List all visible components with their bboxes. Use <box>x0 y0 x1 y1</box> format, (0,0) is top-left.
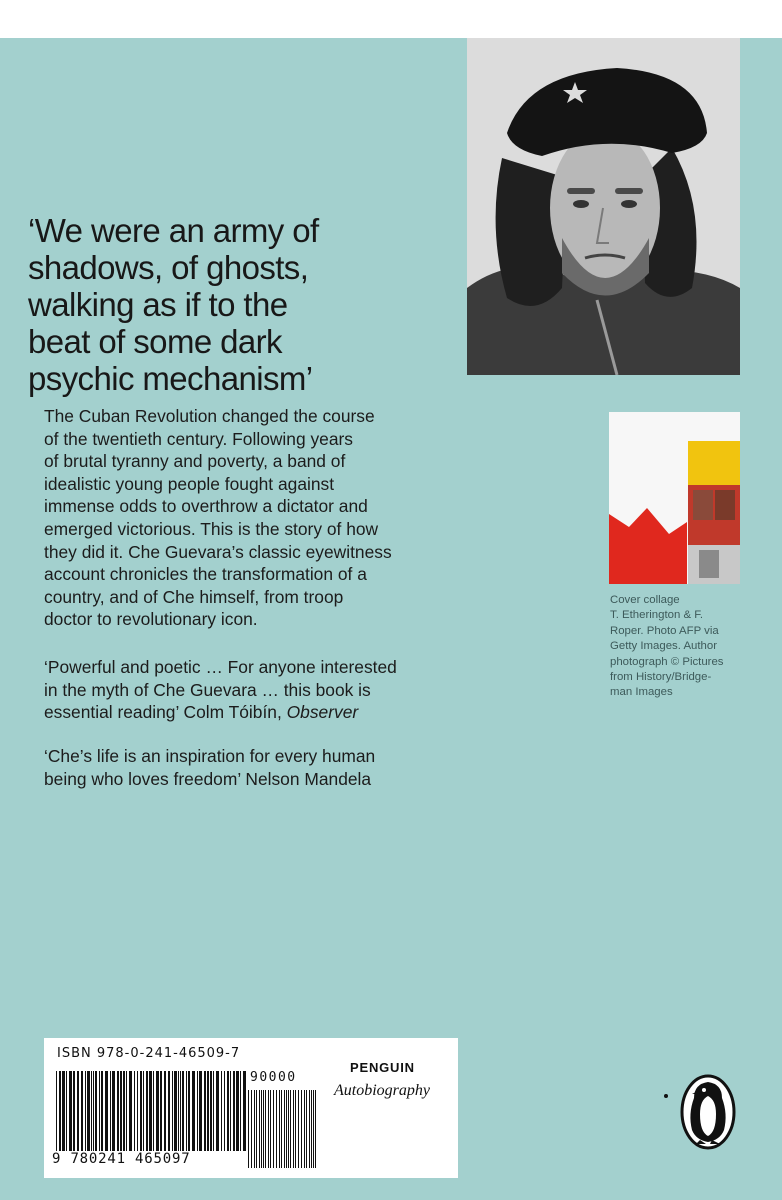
review-line: ‘Powerful and poetic … For anyone interested <box>44 657 397 677</box>
barcode-bar <box>251 1090 252 1168</box>
series-name: Autobiography <box>334 1082 430 1099</box>
barcode-bar <box>281 1090 282 1168</box>
barcode-bar <box>101 1071 103 1151</box>
pull-quote-line: beat of some dark <box>28 323 282 360</box>
barcode-bar <box>123 1071 125 1151</box>
cover-thumbnail <box>609 412 740 584</box>
credit-line: Cover collage <box>610 594 680 606</box>
barcode-bar <box>259 1090 260 1168</box>
pull-quote <box>28 212 448 397</box>
review-line: in the myth of Che Guevara … this book is <box>44 679 371 700</box>
top-white-strip <box>0 0 782 38</box>
barcode-bar <box>105 1071 108 1151</box>
barcode-bar <box>243 1071 246 1151</box>
barcode-bar <box>261 1090 262 1168</box>
barcode-bar <box>172 1071 173 1151</box>
cover-credit <box>610 593 750 701</box>
barcode-bar <box>156 1071 159 1151</box>
barcode-bar <box>174 1071 177 1151</box>
barcode-bar <box>207 1071 209 1151</box>
barcode-bar <box>164 1071 166 1151</box>
barcode-bar <box>192 1071 195 1151</box>
credit-line: Roper. Photo AFP via <box>610 624 719 637</box>
barcode-bar <box>62 1071 65 1151</box>
barcode-bar <box>149 1071 152 1151</box>
publisher-name: PENGUIN <box>350 1060 415 1075</box>
decorative-dot <box>664 1094 668 1098</box>
barcode-bar <box>199 1071 202 1151</box>
barcode-bar <box>134 1071 135 1151</box>
credit-line: man Images <box>610 686 673 699</box>
barcode-bar <box>230 1071 231 1151</box>
barcode-bar <box>265 1090 266 1168</box>
pull-quote-line: shadows, of ghosts, <box>28 249 309 286</box>
barcode-bar <box>153 1071 154 1151</box>
price-addon-barcode <box>248 1090 318 1168</box>
isbn-label: ISBN 978-0-241-46509-7 <box>57 1046 241 1061</box>
barcode-digits: 9 780241 465097 <box>52 1151 191 1167</box>
barcode-bar <box>313 1090 314 1168</box>
barcode-bar <box>216 1071 219 1151</box>
pull-quote-line: walking as if to the <box>28 286 288 323</box>
barcode-bar <box>117 1071 119 1151</box>
barcode-bar <box>204 1071 206 1151</box>
barcode-bar <box>112 1071 115 1151</box>
credit-line: Getty Images. Author <box>610 640 717 653</box>
barcode-bar <box>279 1090 280 1168</box>
blurb-line: idealistic young people fought against <box>44 473 335 494</box>
barcode-bar <box>293 1090 294 1168</box>
barcode-bar <box>288 1090 289 1168</box>
blurb-line: immense odds to overthrow a dictator and <box>44 496 368 517</box>
review-line-attribution <box>44 701 484 724</box>
barcode-bar <box>306 1090 307 1168</box>
blurb-line: doctor to revolutionary icon. <box>44 609 258 630</box>
blurb-line: emerged victorious. This is the story of how <box>44 518 379 539</box>
barcode-bar <box>180 1071 181 1151</box>
price-addon-digits: 90000 <box>250 1070 297 1085</box>
barcode-bar <box>182 1071 184 1151</box>
barcode-bar <box>311 1090 312 1168</box>
barcode-bar <box>270 1090 271 1168</box>
barcode-bar <box>56 1071 57 1151</box>
cover-collage-image <box>609 412 740 584</box>
portrait-illustration <box>467 38 740 375</box>
barcode-bar <box>197 1071 198 1151</box>
review-line: ‘Che’s life is an inspiration for every human <box>44 746 376 766</box>
barcode-bar <box>233 1071 235 1151</box>
barcode-bar <box>59 1071 61 1151</box>
barcode-bar <box>276 1090 277 1168</box>
credit-line: photograph © Pictures <box>610 655 724 668</box>
barcode-bar <box>227 1071 229 1151</box>
barcode-bar <box>85 1071 86 1151</box>
barcode-bar <box>263 1090 264 1168</box>
review-attribution: essential reading’ Colm Tóibín, <box>44 702 287 723</box>
barcode-bar <box>268 1090 269 1168</box>
blurb-line: account chronicles the transformation of a <box>44 564 367 585</box>
barcode-bar <box>186 1071 187 1151</box>
barcode-bar <box>290 1090 291 1168</box>
barcode-bar <box>99 1071 100 1151</box>
credit-line: T. Etherington & F. <box>610 609 704 622</box>
review-quote-mandela <box>44 745 484 790</box>
barcode-bar <box>77 1071 79 1151</box>
barcode-panel <box>44 1038 458 1178</box>
barcode-bar <box>273 1090 274 1168</box>
barcode-bar <box>256 1090 257 1168</box>
barcode-bar <box>129 1071 132 1151</box>
credit-line: from History/Bridge- <box>610 671 712 684</box>
book-blurb <box>44 405 464 631</box>
barcode-bar <box>140 1071 142 1151</box>
barcode-bar <box>240 1071 241 1151</box>
barcode-bar <box>304 1090 305 1168</box>
review-line: being who loves freedom’ Nelson Mandela <box>44 768 372 789</box>
isbn-barcode <box>56 1071 246 1151</box>
barcode-bar <box>221 1071 222 1151</box>
barcode-bar <box>91 1071 92 1151</box>
review-quote-toibin <box>44 656 484 724</box>
barcode-bar <box>160 1071 162 1151</box>
barcode-bar <box>286 1090 287 1168</box>
barcode-bar <box>254 1090 255 1168</box>
barcode-bar <box>95 1071 97 1151</box>
barcode-bar <box>168 1071 170 1151</box>
barcode-bar <box>224 1071 225 1151</box>
barcode-bar <box>120 1071 122 1151</box>
barcode-bar <box>137 1071 138 1151</box>
blurb-line: The Cuban Revolution changed the course <box>44 406 375 426</box>
barcode-bar <box>146 1071 148 1151</box>
barcode-bar <box>66 1071 67 1151</box>
blurb-line: of the twentieth century. Following years <box>44 428 353 449</box>
barcode-bar <box>81 1071 83 1151</box>
barcode-bar <box>126 1071 127 1151</box>
pull-quote-line: ‘We were an army of <box>28 212 319 249</box>
barcode-bar <box>284 1090 285 1168</box>
barcode-bar <box>210 1071 212 1151</box>
barcode-bar <box>301 1090 302 1168</box>
author-portrait <box>467 38 740 375</box>
barcode-bar <box>143 1071 144 1151</box>
barcode-bar <box>309 1090 310 1168</box>
barcode-bar <box>213 1071 214 1151</box>
barcode-bar <box>188 1071 190 1151</box>
barcode-bar <box>87 1071 90 1151</box>
barcode-bar <box>93 1071 94 1151</box>
blurb-line: country, and of Che himself, from troop <box>44 586 344 607</box>
barcode-bar <box>69 1071 72 1151</box>
barcode-bar <box>295 1090 296 1168</box>
penguin-logo-icon <box>680 1074 736 1155</box>
barcode-bar <box>248 1090 249 1168</box>
barcode-bar <box>73 1071 75 1151</box>
pull-quote-line: psychic mechanism’ <box>28 360 313 397</box>
review-source: Observer <box>286 702 359 723</box>
blurb-line: they did it. Che Guevara’s classic eyewitness <box>44 541 392 562</box>
barcode-bar <box>315 1090 316 1168</box>
barcode-bar <box>236 1071 239 1151</box>
barcode-bar <box>178 1071 179 1151</box>
barcode-bar <box>298 1090 299 1168</box>
blurb-line: of brutal tyranny and poverty, a band of <box>44 451 346 472</box>
barcode-bar <box>110 1071 111 1151</box>
